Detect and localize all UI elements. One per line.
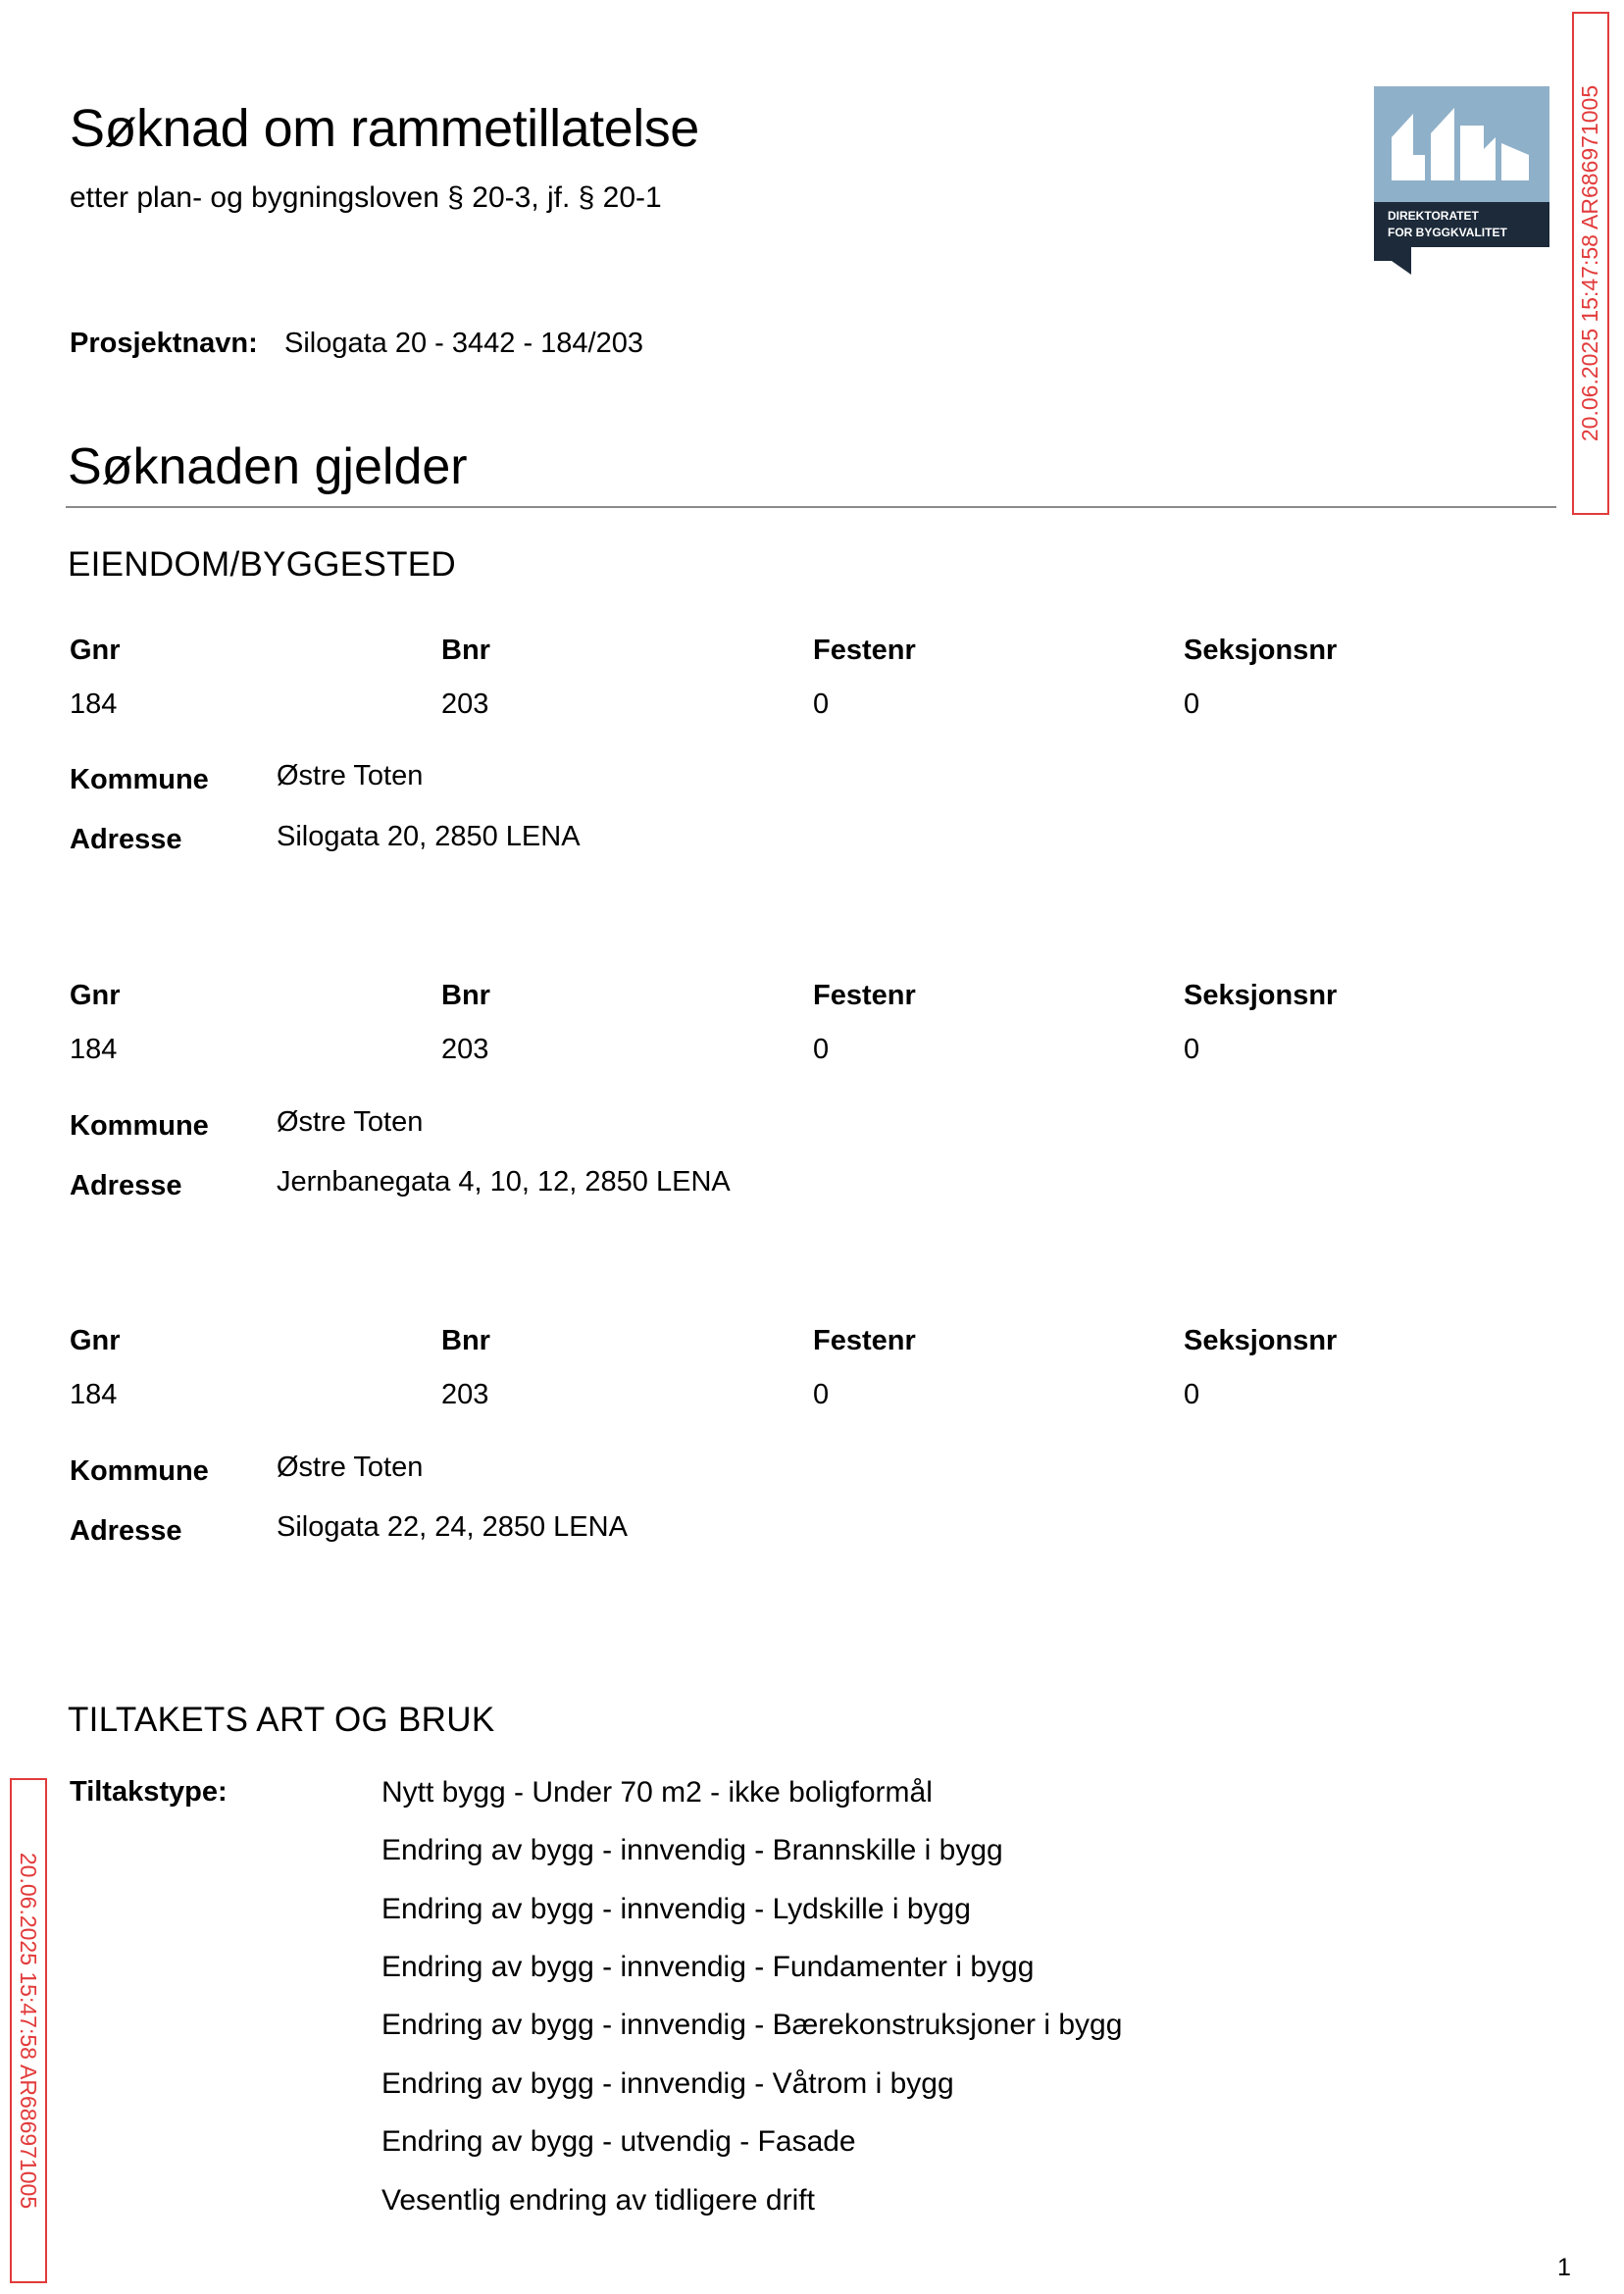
- kommune-label: Kommune: [70, 764, 209, 795]
- kommune-value: Østre Toten: [277, 1452, 424, 1483]
- page-number: 1: [1557, 2254, 1571, 2281]
- property-heading: EIENDOM/BYGGESTED: [68, 545, 456, 584]
- col-gnr-header: Gnr: [70, 980, 121, 1011]
- seksjonsnr-value: 0: [1184, 1379, 1200, 1410]
- col-bnr-header: Bnr: [441, 1325, 490, 1356]
- project-name-label: Prosjektnavn:: [70, 328, 258, 359]
- col-bnr-header: Bnr: [441, 980, 490, 1011]
- col-seksjonsnr-header: Seksjonsnr: [1184, 980, 1338, 1011]
- kommune-value: Østre Toten: [277, 760, 424, 791]
- kommune-value: Østre Toten: [277, 1106, 424, 1138]
- tiltakstype-item: Endring av bygg - innvendig - Bærekonstruksjoner i bygg: [381, 2009, 1123, 2041]
- tiltakstype-item: Nytt bygg - Under 70 m2 - ikke boligformål: [381, 1776, 933, 1809]
- section-divider: [66, 506, 1556, 508]
- bnr-value: 203: [441, 688, 489, 720]
- adresse-value: Jernbanegata 4, 10, 12, 2850 LENA: [277, 1166, 731, 1198]
- bnr-value: 203: [441, 1379, 489, 1410]
- adresse-value: Silogata 20, 2850 LENA: [277, 821, 581, 852]
- tiltakstype-item: Endring av bygg - innvendig - Fundamenter i bygg: [381, 1951, 1035, 1983]
- project-name-value: Silogata 20 - 3442 - 184/203: [284, 328, 643, 359]
- section-heading: Søknaden gjelder: [68, 438, 468, 495]
- logo-text-2: FOR BYGGKVALITET: [1388, 226, 1507, 239]
- festenr-value: 0: [813, 688, 830, 720]
- gnr-value: 184: [70, 1379, 118, 1410]
- adresse-value: Silogata 22, 24, 2850 LENA: [277, 1511, 628, 1543]
- tiltakstype-item: Endring av bygg - utvendig - Fasade: [381, 2125, 856, 2158]
- gnr-value: 184: [70, 1034, 118, 1065]
- tiltakstype-label: Tiltakstype:: [70, 1776, 228, 1808]
- timestamp-stamp-text: 20.06.2025 15:47:58 AR686971005: [1577, 84, 1603, 442]
- adresse-label: Adresse: [70, 824, 182, 855]
- adresse-label: Adresse: [70, 1170, 182, 1201]
- col-seksjonsnr-header: Seksjonsnr: [1184, 635, 1338, 666]
- col-gnr-header: Gnr: [70, 1325, 121, 1356]
- tiltak-heading: TILTAKETS ART OG BRUK: [68, 1701, 495, 1739]
- gnr-value: 184: [70, 688, 118, 720]
- seksjonsnr-value: 0: [1184, 1034, 1200, 1065]
- col-gnr-header: Gnr: [70, 635, 121, 666]
- timestamp-stamp: [1572, 12, 1609, 515]
- kommune-label: Kommune: [70, 1110, 209, 1142]
- kommune-label: Kommune: [70, 1455, 209, 1487]
- col-festenr-header: Festenr: [813, 635, 916, 666]
- col-festenr-header: Festenr: [813, 1325, 916, 1356]
- document-title: Søknad om rammetillatelse: [70, 99, 699, 158]
- timestamp-stamp: [10, 1778, 47, 2283]
- seksjonsnr-value: 0: [1184, 688, 1200, 720]
- festenr-value: 0: [813, 1034, 830, 1065]
- tiltakstype-item: Endring av bygg - innvendig - Våtrom i bygg: [381, 2067, 954, 2100]
- tiltakstype-item: Endring av bygg - innvendig - Lydskille i bygg: [381, 1893, 971, 1925]
- dibk-logo: [1374, 86, 1549, 275]
- tiltakstype-item: Endring av bygg - innvendig - Brannskille i bygg: [381, 1834, 1003, 1866]
- col-seksjonsnr-header: Seksjonsnr: [1184, 1325, 1338, 1356]
- bnr-value: 203: [441, 1034, 489, 1065]
- col-festenr-header: Festenr: [813, 980, 916, 1011]
- col-bnr-header: Bnr: [441, 635, 490, 666]
- festenr-value: 0: [813, 1379, 830, 1410]
- timestamp-stamp-text: 20.06.2025 15:47:58 AR686971005: [16, 1852, 42, 2210]
- tiltakstype-item: Vesentlig endring av tidligere drift: [381, 2184, 815, 2217]
- document-subtitle: etter plan- og bygningsloven § 20-3, jf. § 20-1: [70, 181, 662, 214]
- logo-text-1: DIREKTORATET: [1388, 209, 1479, 223]
- adresse-label: Adresse: [70, 1515, 182, 1547]
